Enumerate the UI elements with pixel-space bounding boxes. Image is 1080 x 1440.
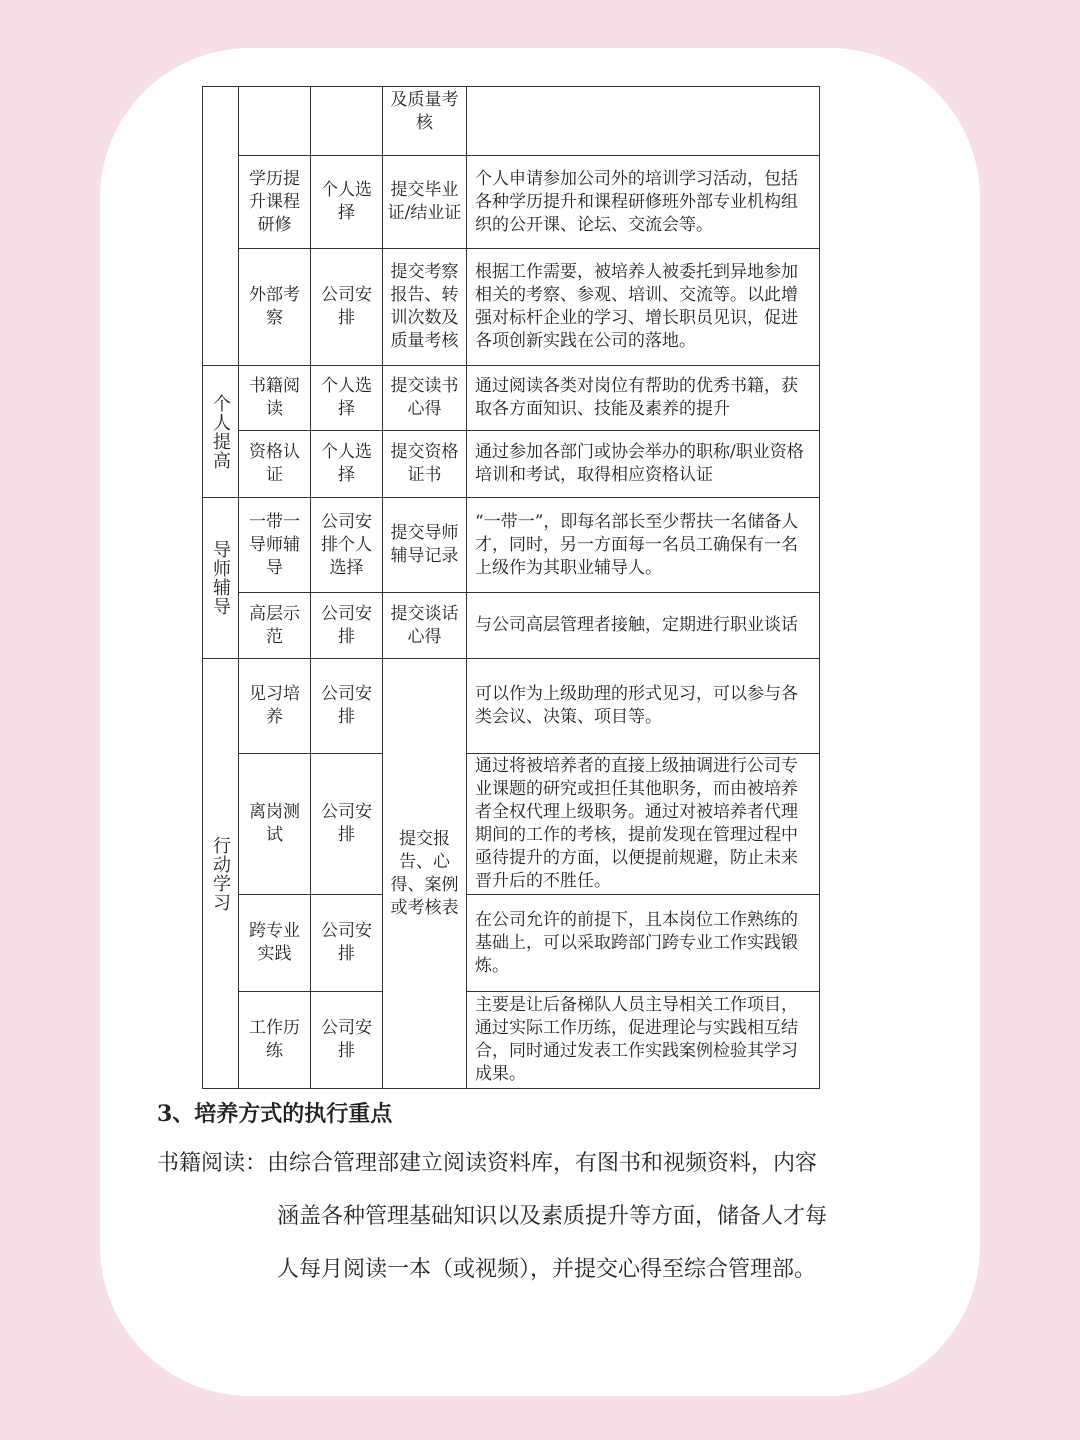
description-cell: 在公司允许的前提下，且本岗位工作熟练的基础上，可以采取跨部门跨专业工作实践锻炼。 bbox=[467, 895, 820, 992]
arrangement-cell: 公司安排个人选择 bbox=[311, 498, 383, 593]
paragraph-line: 人每月阅读一本（或视频），并提交心得至综合管理部。 bbox=[277, 1257, 817, 1282]
paragraph-line: 涵盖各种管理基础知识以及素质提升等方面，储备人才每 bbox=[277, 1204, 828, 1229]
requirement-cell-merged: 提交报告、心得、案例或考核表 bbox=[383, 659, 467, 1089]
requirement-cell: 提交读书心得 bbox=[383, 366, 467, 431]
arrangement-cell: 公司安排 bbox=[311, 659, 383, 754]
table-row bbox=[203, 754, 820, 895]
requirement-cell: 及质量考核 bbox=[383, 87, 467, 156]
paragraph-line: 书籍阅读：由综合管理部建立阅读资料库，有图书和视频资料，内容 bbox=[157, 1151, 818, 1176]
requirement-cell: 提交导师辅导记录 bbox=[383, 498, 467, 593]
item-cell: 书籍阅读 bbox=[239, 366, 311, 431]
item-cell: 外部考察 bbox=[239, 249, 311, 366]
arrangement-cell: 公司安排 bbox=[311, 992, 383, 1089]
requirement-cell: 提交资格证书 bbox=[383, 431, 467, 498]
table-row bbox=[203, 498, 820, 593]
item-cell: 离岗测试 bbox=[239, 754, 311, 895]
arrangement-cell: 个人选择 bbox=[311, 431, 383, 498]
description-cell: 通过阅读各类对岗位有帮助的优秀书籍，获取各方面知识、技能及素养的提升 bbox=[467, 366, 820, 431]
description-cell: 个人申请参加公司外的培训学习活动，包括各种学历提升和课程研修班外部专业机构组织的公开课、论坛、交流会等。 bbox=[467, 156, 820, 249]
item-cell: 工作历练 bbox=[239, 992, 311, 1089]
table-row bbox=[203, 249, 820, 366]
section-paragraph bbox=[157, 1137, 877, 1296]
arrangement-cell: 公司安排 bbox=[311, 754, 383, 895]
description-cell: “一带一”，即每名部长至少帮扶一名储备人才，同时，另一方面每一名员工确保有一名上级作为其职业辅导人。 bbox=[467, 498, 820, 593]
item-cell: 见习培养 bbox=[239, 659, 311, 754]
requirement-cell: 提交考察报告、转训次数及质量考核 bbox=[383, 249, 467, 366]
category-mentor-guidance: 导师辅导 bbox=[203, 498, 239, 659]
item-cell: 资格认证 bbox=[239, 431, 311, 498]
description-cell: 通过将被培养者的直接上级抽调进行公司专业课题的研究或担任其他职务，而由被培养者全权代理上级职务。通过对被培养者代理期间的工作的考核，提前发现在管理过程中亟待提升的方面，以便提前规避，防止未来晋升后的不胜任。 bbox=[467, 754, 820, 895]
description-cell: 与公司高层管理者接触，定期进行职业谈话 bbox=[467, 593, 820, 659]
description-cell: 根据工作需要，被培养人被委托到异地参加相关的考察、参观、培训、交流等。以此增强对标杆企业的学习、增长职员见识，促进各项创新实践在公司的落地。 bbox=[467, 249, 820, 366]
table-row bbox=[203, 992, 820, 1089]
category-cell-empty bbox=[203, 87, 239, 366]
arrangement-cell: 公司安排 bbox=[311, 249, 383, 366]
arrangement-cell: 个人选择 bbox=[311, 366, 383, 431]
arrangement-cell: 公司安排 bbox=[311, 593, 383, 659]
description-cell: 可以作为上级助理的形式见习，可以参与各类会议、决策、项目等。 bbox=[467, 659, 820, 754]
category-action-learning: 行动学习 bbox=[203, 659, 239, 1089]
table-row bbox=[203, 156, 820, 249]
table-row bbox=[203, 431, 820, 498]
description-cell: 通过参加各部门或协会举办的职称/职业资格培训和考试，取得相应资格认证 bbox=[467, 431, 820, 498]
item-cell bbox=[239, 87, 311, 156]
table-row bbox=[203, 895, 820, 992]
item-cell: 学历提升课程研修 bbox=[239, 156, 311, 249]
arrangement-cell: 公司安排 bbox=[311, 895, 383, 992]
item-cell: 一带一导师辅导 bbox=[239, 498, 311, 593]
arrangement-cell: 个人选择 bbox=[311, 156, 383, 249]
requirement-cell: 提交谈话心得 bbox=[383, 593, 467, 659]
description-cell: 主要是让后备梯队人员主导相关工作项目，通过实际工作历练，促进理论与实践相互结合，同时通过发表工作实践案例检验其学习成果。 bbox=[467, 992, 820, 1089]
arrangement-cell bbox=[311, 87, 383, 156]
table-row bbox=[203, 659, 820, 754]
section-heading: 3、培养方式的执行重点 bbox=[157, 1101, 393, 1127]
item-cell: 跨专业实践 bbox=[239, 895, 311, 992]
requirement-cell: 提交毕业证/结业证 bbox=[383, 156, 467, 249]
table-row bbox=[203, 87, 820, 156]
training-methods-table bbox=[202, 86, 820, 1089]
category-personal-improvement: 个人提高 bbox=[203, 366, 239, 498]
description-cell bbox=[467, 87, 820, 156]
item-cell: 高层示范 bbox=[239, 593, 311, 659]
table-row bbox=[203, 366, 820, 431]
table-row bbox=[203, 593, 820, 659]
